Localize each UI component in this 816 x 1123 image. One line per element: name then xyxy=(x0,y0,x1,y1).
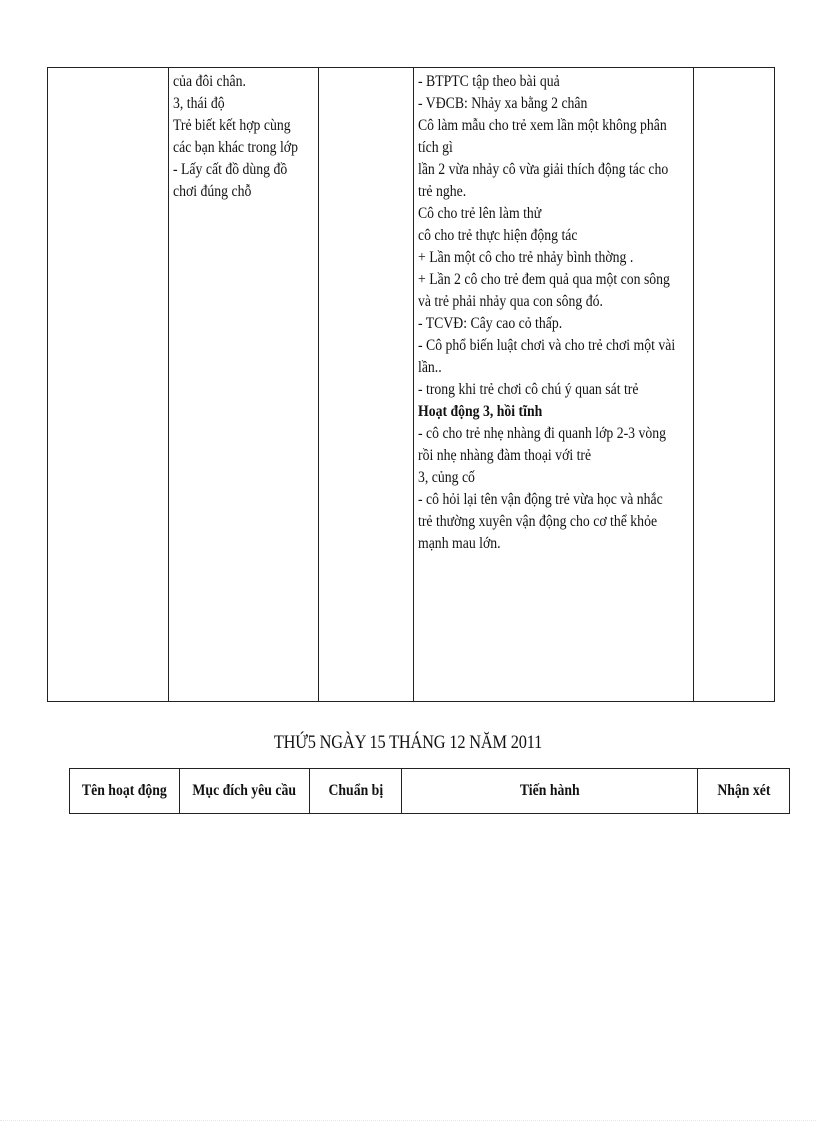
procedure-section-heading: Hoạt động 3, hồi tĩnh xyxy=(417,403,543,420)
column-header-objectives: Mục đích yêu cầu xyxy=(180,769,310,814)
procedure-line: - cô hỏi lại tên vận động trẻ vừa học và nhắc xyxy=(417,491,663,508)
lesson-plan-header-table xyxy=(69,768,790,814)
column-header-activity-name: Tên hoạt động xyxy=(70,769,180,814)
objectives-line: 3, thái độ xyxy=(173,95,225,112)
objectives-line: chơi đúng chỗ xyxy=(173,183,252,200)
procedure-line: Cô làm mẫu cho trẻ xem lần một không phân xyxy=(417,117,667,134)
procedure-line: và trẻ phải nhảy qua con sông đó. xyxy=(417,293,603,310)
procedure-line: - cô cho trẻ nhẹ nhàng đi quanh lớp 2-3 vòng xyxy=(417,425,667,442)
procedure-line: mạnh mau lớn. xyxy=(417,535,501,552)
activity-name-cell xyxy=(48,68,169,702)
procedure-line: 3, củng cố xyxy=(417,469,475,486)
procedure-line: + Lần một cô cho trẻ nhảy bình thờng . xyxy=(417,249,634,266)
remarks-cell xyxy=(693,68,774,702)
procedure-line: - Cô phổ biến luật chơi và cho trẻ chơi một vài xyxy=(417,337,676,354)
procedure-line: - TCVĐ: Cây cao cỏ thấp. xyxy=(417,315,563,332)
procedure-line: lần 2 vừa nhảy cô vừa giải thích động tác cho xyxy=(417,161,669,178)
preparation-cell xyxy=(318,68,413,702)
header-row xyxy=(70,769,790,814)
objectives-cell xyxy=(169,68,318,702)
procedure-line: tích gì xyxy=(417,139,453,156)
objectives-line: - Lấy cất đồ dùng đồ xyxy=(173,161,288,178)
objectives-line: Trẻ biết kết hợp cùng xyxy=(173,117,291,134)
procedure-line: - BTPTC tập theo bài quả xyxy=(417,73,560,90)
column-header-remarks: Nhận xét xyxy=(698,769,790,814)
day-heading: THỨ5 NGÀY 15 THÁNG 12 NĂM 2011 xyxy=(273,732,543,753)
procedure-line: - VĐCB: Nhảy xa bằng 2 chân xyxy=(417,95,588,112)
procedure-line: Cô cho trẻ lên làm thử xyxy=(417,205,542,222)
continued-activity-table xyxy=(47,67,775,702)
column-header-procedure: Tiến hành xyxy=(402,769,698,814)
procedure-line: lần.. xyxy=(417,359,442,376)
column-header-preparation: Chuẩn bị xyxy=(310,769,402,814)
procedure-cell xyxy=(413,68,693,702)
procedure-line: trẻ thường xuyên vận động cho cơ thể khỏe xyxy=(417,513,658,530)
page-bottom-divider xyxy=(0,1120,816,1122)
procedure-line: rồi nhẹ nhàng đàm thoại với trẻ xyxy=(417,447,592,464)
objectives-line: các bạn khác trong lớp xyxy=(173,139,299,156)
procedure-line: - trong khi trẻ chơi cô chú ý quan sát trẻ xyxy=(417,381,639,398)
procedure-line: cô cho trẻ thực hiện động tác xyxy=(417,227,578,244)
table-row xyxy=(48,68,775,702)
procedure-line: trẻ nghe. xyxy=(417,183,467,200)
procedure-line: + Lần 2 cô cho trẻ đem quả qua một con sông xyxy=(417,271,670,288)
objectives-line: của đôi chân. xyxy=(173,73,247,90)
